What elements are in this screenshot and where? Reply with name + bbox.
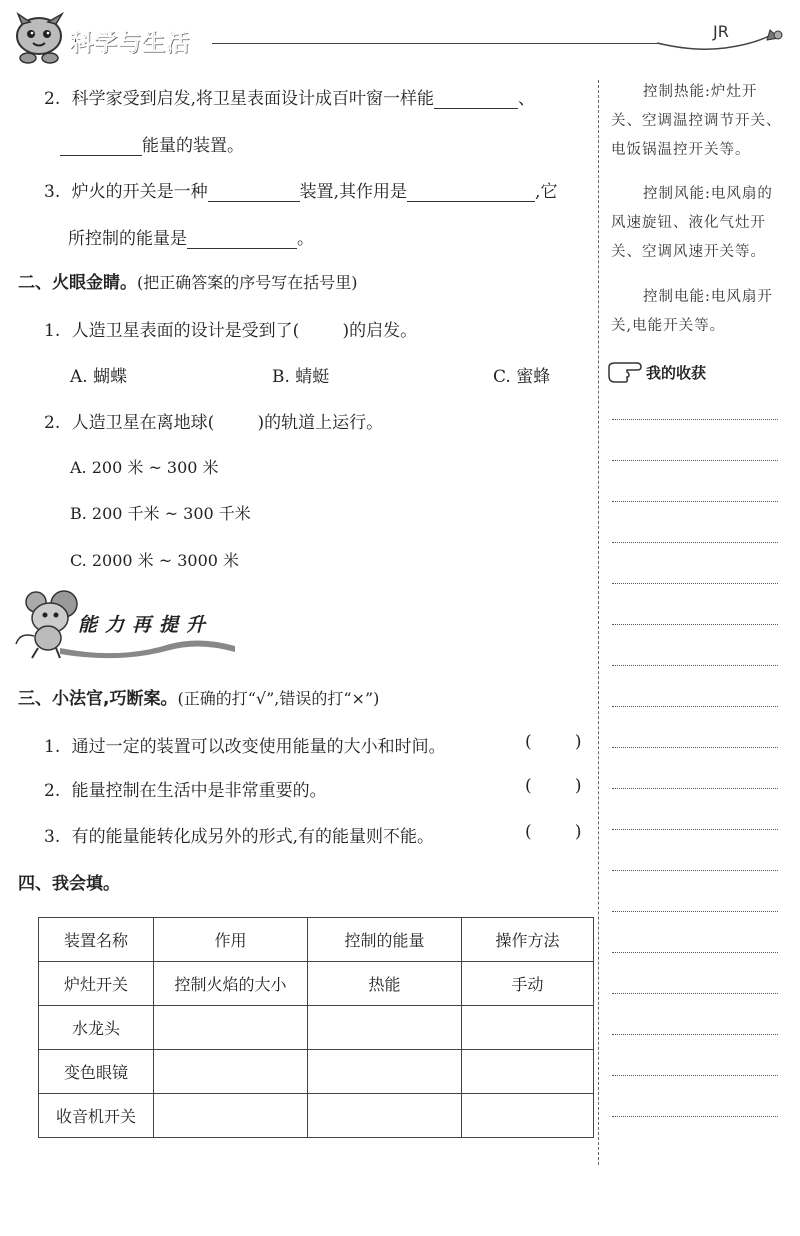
table-cell: 炉灶开关 bbox=[39, 962, 154, 1006]
table-answer-cell[interactable] bbox=[154, 1050, 308, 1094]
s2-q1-option-a[interactable]: A. 蝴蝶 bbox=[70, 367, 128, 387]
pointing-hand-icon bbox=[607, 359, 647, 385]
header-code: JR bbox=[713, 22, 729, 41]
harvest-line[interactable] bbox=[612, 1034, 778, 1035]
table-row bbox=[39, 1050, 594, 1094]
table-cell: 热能 bbox=[308, 962, 462, 1006]
harvest-line[interactable] bbox=[612, 624, 778, 625]
s3-item-3-answer[interactable]: ( ) bbox=[525, 822, 582, 842]
table-header-cell: 作用 bbox=[154, 918, 308, 962]
harvest-line[interactable] bbox=[612, 829, 778, 830]
s2-q1-option-c[interactable]: C. 蜜蜂 bbox=[493, 367, 551, 387]
question-3-cont: 所控制的能量是 。 bbox=[68, 229, 314, 249]
question-2: 2. 科学家受到启发,将卫星表面设计成百叶窗一样能 、 bbox=[44, 89, 536, 109]
header-title: 科学与生活 bbox=[70, 30, 190, 56]
s2-q1-option-b[interactable]: B. 蜻蜓 bbox=[272, 367, 330, 387]
harvest-line[interactable] bbox=[612, 583, 778, 584]
harvest-line[interactable] bbox=[612, 870, 778, 871]
s2-question-1: 1. 人造卫星表面的设计是受到了( )的启发。 bbox=[44, 321, 418, 341]
answer-blank[interactable] bbox=[187, 230, 297, 249]
banner-title: 能力再提升 bbox=[78, 614, 214, 636]
question-3: 3. 炉火的开关是一种 装置,其作用是 ,它 bbox=[44, 182, 558, 202]
table-header-cell: 装置名称 bbox=[39, 918, 154, 962]
harvest-line[interactable] bbox=[612, 665, 778, 666]
s2-q2-option-c[interactable]: C. 2000 米 ~ 3000 米 bbox=[70, 551, 240, 570]
sidebar-note-electric: 控制电能:电风扇开关,电能开关等。 bbox=[611, 289, 773, 334]
section-4-heading: 四、我会填。 bbox=[18, 874, 120, 894]
table-answer-cell[interactable] bbox=[308, 1006, 462, 1050]
table-cell: 控制火焰的大小 bbox=[154, 962, 308, 1006]
table-answer-cell[interactable] bbox=[308, 1050, 462, 1094]
s2-q2-option-a[interactable]: A. 200 米 ~ 300 米 bbox=[70, 458, 219, 477]
answer-blank[interactable] bbox=[407, 183, 535, 202]
harvest-line[interactable] bbox=[612, 501, 778, 502]
harvest-line[interactable] bbox=[612, 419, 778, 420]
s3-item-1: 1. 通过一定的装置可以改变使用能量的大小和时间。 bbox=[44, 737, 446, 757]
harvest-title: 我的收获 bbox=[646, 364, 707, 382]
table-cell: 水龙头 bbox=[39, 1006, 154, 1050]
harvest-line[interactable] bbox=[612, 1075, 778, 1076]
harvest-line[interactable] bbox=[612, 911, 778, 912]
sidebar-note-wind: 控制风能:电风扇的风速旋钮、液化气灶开关、空调风速开关等。 bbox=[611, 186, 773, 260]
harvest-line[interactable] bbox=[612, 747, 778, 748]
harvest-line[interactable] bbox=[612, 460, 778, 461]
harvest-line[interactable] bbox=[612, 706, 778, 707]
section-2-heading: 二、火眼金睛。(把正确答案的序号写在括号里) bbox=[18, 273, 358, 293]
harvest-line[interactable] bbox=[612, 952, 778, 953]
sidebar-note-heat: 控制热能:炉灶开关、空调温控调节开关、电饭锅温控开关等。 bbox=[611, 84, 782, 158]
header-rule bbox=[212, 43, 662, 44]
table-answer-cell[interactable] bbox=[462, 1094, 594, 1138]
table-answer-cell[interactable] bbox=[462, 1050, 594, 1094]
table-cell: 手动 bbox=[462, 962, 594, 1006]
s3-item-1-answer[interactable]: ( ) bbox=[525, 732, 582, 752]
s3-item-2: 2. 能量控制在生活中是非常重要的。 bbox=[44, 781, 327, 801]
s2-question-2: 2. 人造卫星在离地球( )的轨道上运行。 bbox=[44, 413, 384, 433]
answer-blank[interactable] bbox=[434, 90, 518, 109]
table-header-cell: 操作方法 bbox=[462, 918, 594, 962]
header-mascot-icon bbox=[8, 12, 70, 66]
table-header-row bbox=[39, 918, 594, 962]
harvest-line[interactable] bbox=[612, 1116, 778, 1117]
answer-blank[interactable] bbox=[60, 137, 142, 156]
table-cell: 变色眼镜 bbox=[39, 1050, 154, 1094]
table-row bbox=[39, 962, 594, 1006]
s3-item-2-answer[interactable]: ( ) bbox=[525, 776, 582, 796]
table-row bbox=[39, 1094, 594, 1138]
table-cell: 收音机开关 bbox=[39, 1094, 154, 1138]
s3-item-3: 3. 有的能量能转化成另外的形式,有的能量则不能。 bbox=[44, 827, 435, 847]
harvest-line[interactable] bbox=[612, 788, 778, 789]
table-answer-cell[interactable] bbox=[462, 1006, 594, 1050]
s2-q2-option-b[interactable]: B. 200 千米 ~ 300 千米 bbox=[70, 504, 251, 523]
section-3-heading: 三、小法官,巧断案。(正确的打“√”,错误的打“×”) bbox=[18, 689, 380, 709]
question-2-cont: 能量的装置。 bbox=[60, 131, 244, 156]
sidebar-divider bbox=[598, 80, 599, 1165]
table-row bbox=[39, 1006, 594, 1050]
answer-blank[interactable] bbox=[208, 183, 300, 202]
harvest-line[interactable] bbox=[612, 542, 778, 543]
table-answer-cell[interactable] bbox=[308, 1094, 462, 1138]
table-header-cell: 控制的能量 bbox=[308, 918, 462, 962]
table-answer-cell[interactable] bbox=[154, 1006, 308, 1050]
table-answer-cell[interactable] bbox=[154, 1094, 308, 1138]
fill-table bbox=[38, 917, 594, 1138]
harvest-line[interactable] bbox=[612, 993, 778, 994]
